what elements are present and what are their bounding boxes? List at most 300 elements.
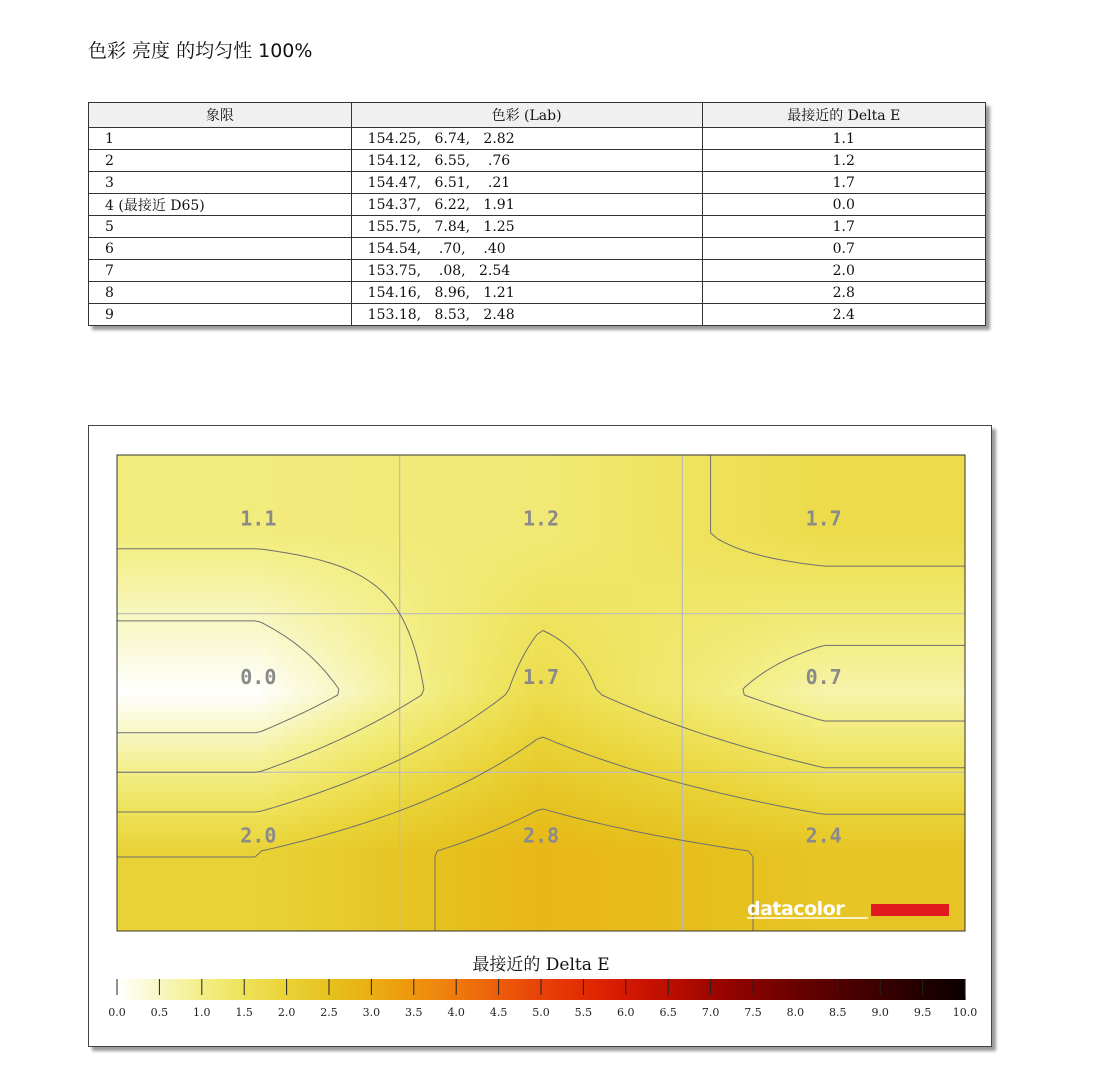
heatmap-cell [805, 535, 814, 544]
heatmap-cell [933, 503, 942, 512]
heatmap-cell [365, 735, 374, 744]
heatmap-cell [621, 671, 630, 680]
heatmap-cell [917, 687, 926, 696]
heatmap-cell [477, 535, 486, 544]
heatmap-cell [549, 647, 558, 656]
heatmap-cell [653, 535, 662, 544]
heatmap-cell [925, 727, 934, 736]
heatmap-cell [141, 599, 150, 608]
heatmap-cell [141, 775, 150, 784]
heatmap-cell [629, 479, 638, 488]
heatmap-cell [893, 503, 902, 512]
heatmap-cell [453, 455, 462, 464]
heatmap-cell [949, 751, 958, 760]
heatmap-cell [685, 671, 694, 680]
heatmap-cell [557, 551, 566, 560]
heatmap-cell [949, 671, 958, 680]
heatmap-cell [301, 807, 310, 816]
heatmap-cell [821, 735, 830, 744]
heatmap-cell [533, 599, 542, 608]
heatmap-cell [669, 791, 678, 800]
heatmap-cell [765, 471, 774, 480]
heatmap-cell [845, 615, 854, 624]
heatmap-cell [845, 639, 854, 648]
heatmap-cell [213, 607, 222, 616]
heatmap-cell [141, 463, 150, 472]
heatmap-cell [485, 599, 494, 608]
heatmap-cell [725, 495, 734, 504]
heatmap-cell [877, 719, 886, 728]
heatmap-cell [957, 735, 966, 744]
heatmap-cell [469, 559, 478, 568]
heatmap-cell [637, 759, 646, 768]
heatmap-cell [317, 543, 326, 552]
heatmap-cell [165, 567, 174, 576]
cell-quadrant: 5 [89, 216, 352, 238]
heatmap-cell [877, 791, 886, 800]
heatmap-cell [325, 791, 334, 800]
heatmap-cell [309, 559, 318, 568]
heatmap-cell [237, 471, 246, 480]
heatmap-cell [485, 487, 494, 496]
heatmap-cell [837, 455, 846, 464]
heatmap-cell [333, 575, 342, 584]
heatmap-cell [125, 519, 134, 528]
heatmap-cell [525, 535, 534, 544]
heatmap-cell [917, 711, 926, 720]
heatmap-cell [629, 743, 638, 752]
heatmap-cell [605, 815, 614, 824]
heatmap-cell [885, 783, 894, 792]
heatmap-cell [477, 679, 486, 688]
heatmap-cell [669, 679, 678, 688]
heatmap-cell [133, 599, 142, 608]
heatmap-cell [229, 687, 238, 696]
heatmap-cell [205, 743, 214, 752]
heatmap-cell [373, 511, 382, 520]
heatmap-cell [301, 543, 310, 552]
heatmap-cell [901, 527, 910, 536]
heatmap-cell [485, 695, 494, 704]
heatmap-cell [301, 671, 310, 680]
heatmap-cell [173, 575, 182, 584]
heatmap-cell [213, 583, 222, 592]
heatmap-cell [501, 479, 510, 488]
heatmap-cell [949, 583, 958, 592]
heatmap-cell [277, 599, 286, 608]
heatmap-cell [325, 751, 334, 760]
heatmap-cell [349, 719, 358, 728]
heatmap-cell [637, 479, 646, 488]
heatmap-cell [869, 719, 878, 728]
heatmap-cell [333, 615, 342, 624]
heatmap-cell [317, 503, 326, 512]
heatmap-cell [613, 783, 622, 792]
heatmap-cell [453, 567, 462, 576]
heatmap-cell [453, 607, 462, 616]
heatmap-cell [157, 775, 166, 784]
heatmap-cell [637, 799, 646, 808]
heatmap-cell [709, 639, 718, 648]
heatmap-cell [293, 567, 302, 576]
heatmap-cell [709, 663, 718, 672]
heatmap-cell [117, 791, 126, 800]
heatmap-cell [829, 791, 838, 800]
heatmap-cell [141, 511, 150, 520]
heatmap-cell [277, 559, 286, 568]
heatmap-cell [437, 463, 446, 472]
heatmap-cell [285, 543, 294, 552]
heatmap-cell [653, 591, 662, 600]
heatmap-cell [925, 719, 934, 728]
heatmap-cell [661, 519, 670, 528]
heatmap-cell [845, 647, 854, 656]
heatmap-cell [157, 711, 166, 720]
heatmap-cell [605, 631, 614, 640]
heatmap-cell [357, 527, 366, 536]
heatmap-cell [277, 671, 286, 680]
heatmap-cell [621, 743, 630, 752]
heatmap-cell [693, 751, 702, 760]
heatmap-cell [701, 567, 710, 576]
heatmap-cell [301, 495, 310, 504]
heatmap-cell [901, 727, 910, 736]
heatmap-cell [917, 543, 926, 552]
heatmap-cell [941, 543, 950, 552]
uniformity-table [88, 102, 986, 326]
heatmap-cell [421, 647, 430, 656]
heatmap-cell [501, 487, 510, 496]
heatmap-cell [501, 767, 510, 776]
heatmap-cell [581, 495, 590, 504]
heatmap-cell [613, 631, 622, 640]
heatmap-cell [421, 495, 430, 504]
heatmap-cell [949, 623, 958, 632]
heatmap-cell [549, 639, 558, 648]
heatmap-cell [221, 823, 230, 832]
heatmap-cell [461, 727, 470, 736]
heatmap-cell [157, 671, 166, 680]
heatmap-cell [285, 695, 294, 704]
heatmap-cell [613, 607, 622, 616]
heatmap-cell [421, 639, 430, 648]
heatmap-cell [957, 463, 966, 472]
heatmap-cell [821, 495, 830, 504]
heatmap-cell [293, 767, 302, 776]
heatmap-cell [397, 479, 406, 488]
heatmap-cell [181, 463, 190, 472]
heatmap-cell [437, 743, 446, 752]
heatmap-cell [165, 767, 174, 776]
heatmap-cell [605, 455, 614, 464]
heatmap-cell [797, 567, 806, 576]
heatmap-cell [309, 631, 318, 640]
heatmap-cell [165, 751, 174, 760]
heatmap-cell [157, 783, 166, 792]
heatmap-cell [213, 799, 222, 808]
heatmap-cell [445, 495, 454, 504]
heatmap-cell [389, 639, 398, 648]
heatmap-cell [821, 591, 830, 600]
heatmap-cell [277, 751, 286, 760]
heatmap-cell [413, 591, 422, 600]
heatmap-cell [477, 751, 486, 760]
heatmap-cell [717, 551, 726, 560]
heatmap-cell [669, 455, 678, 464]
heatmap-cell [325, 503, 334, 512]
heatmap-cell [677, 535, 686, 544]
heatmap-cell [261, 695, 270, 704]
heatmap-cell [181, 567, 190, 576]
heatmap-cell [693, 703, 702, 712]
heatmap-cell [213, 719, 222, 728]
heatmap-cell [909, 679, 918, 688]
heatmap-cell [725, 527, 734, 536]
heatmap-cell [949, 495, 958, 504]
heatmap-cell [389, 647, 398, 656]
heatmap-cell [229, 663, 238, 672]
heatmap-cell [125, 687, 134, 696]
heatmap-cell [773, 727, 782, 736]
heatmap-cell [429, 719, 438, 728]
heatmap-cell [869, 759, 878, 768]
heatmap-cell [125, 463, 134, 472]
heatmap-cell [917, 479, 926, 488]
heatmap-cell [333, 479, 342, 488]
heatmap-cell [357, 487, 366, 496]
heatmap-cell [861, 527, 870, 536]
heatmap-cell [877, 687, 886, 696]
heatmap-cell [957, 727, 966, 736]
heatmap-cell [301, 471, 310, 480]
heatmap-cell [493, 807, 502, 816]
heatmap-cell [453, 543, 462, 552]
heatmap-cell [413, 711, 422, 720]
heatmap-cell [349, 527, 358, 536]
heatmap-cell [453, 823, 462, 832]
heatmap-cell [349, 535, 358, 544]
heatmap-cell [813, 487, 822, 496]
heatmap-cell [653, 759, 662, 768]
heatmap-cell [237, 655, 246, 664]
heatmap-cell [325, 687, 334, 696]
heatmap-cell [213, 487, 222, 496]
heatmap-cell [949, 599, 958, 608]
heatmap-cell [117, 679, 126, 688]
heatmap-cell [581, 503, 590, 512]
heatmap-cell [869, 551, 878, 560]
heatmap-cell [541, 623, 550, 632]
heatmap-cell [357, 631, 366, 640]
heatmap-cell [357, 623, 366, 632]
heatmap-cell [621, 615, 630, 624]
heatmap-cell [245, 767, 254, 776]
heatmap-cell [373, 639, 382, 648]
heatmap-cell [805, 775, 814, 784]
heatmap-cell [557, 775, 566, 784]
heatmap-cell [837, 551, 846, 560]
heatmap-cell [245, 599, 254, 608]
heatmap-cell [725, 695, 734, 704]
heatmap-cell [725, 639, 734, 648]
heatmap-cell [733, 767, 742, 776]
heatmap-cell [637, 551, 646, 560]
heatmap-cell [829, 615, 838, 624]
heatmap-cell [141, 687, 150, 696]
heatmap-cell [765, 743, 774, 752]
heatmap-cell [821, 767, 830, 776]
heatmap-cell [501, 703, 510, 712]
heatmap-cell [933, 511, 942, 520]
heatmap-cell [941, 775, 950, 784]
heatmap-cell [573, 767, 582, 776]
heatmap-cell [765, 775, 774, 784]
heatmap-cell [309, 503, 318, 512]
heatmap-cell [509, 799, 518, 808]
heatmap-cell [197, 599, 206, 608]
heatmap-cell [813, 807, 822, 816]
heatmap-cell [845, 783, 854, 792]
heatmap-cell [357, 639, 366, 648]
heatmap-cell [413, 503, 422, 512]
heatmap-cell [901, 479, 910, 488]
heatmap-cell [797, 695, 806, 704]
heatmap-cell [397, 823, 406, 832]
heatmap-cell [269, 791, 278, 800]
heatmap-cell [333, 711, 342, 720]
heatmap-cell [229, 647, 238, 656]
heatmap-cell [813, 543, 822, 552]
heatmap-cell [901, 671, 910, 680]
heatmap-cell [237, 703, 246, 712]
heatmap-cell [885, 463, 894, 472]
heatmap-cell [389, 519, 398, 528]
heatmap-cell [661, 639, 670, 648]
heatmap-cell [213, 807, 222, 816]
heatmap-cell [197, 799, 206, 808]
heatmap-cell [605, 663, 614, 672]
heatmap-cell [309, 687, 318, 696]
heatmap-cell [709, 759, 718, 768]
heatmap-cell [637, 807, 646, 816]
heatmap-cell [885, 471, 894, 480]
heatmap-cell [405, 647, 414, 656]
heatmap-cell [885, 791, 894, 800]
heatmap-cell [301, 815, 310, 824]
heatmap-cell [597, 663, 606, 672]
heatmap-cell [541, 543, 550, 552]
heatmap-cell [525, 551, 534, 560]
heatmap-cell [205, 543, 214, 552]
heatmap-cell [389, 663, 398, 672]
heatmap-cell [469, 575, 478, 584]
heatmap-cell [373, 615, 382, 624]
heatmap-cell [381, 775, 390, 784]
heatmap-cell [245, 559, 254, 568]
heatmap-cell [733, 647, 742, 656]
heatmap-cell [429, 551, 438, 560]
cell-delta-e: 2.0 [702, 260, 986, 282]
heatmap-cell [229, 727, 238, 736]
heatmap-cell [773, 639, 782, 648]
heatmap-cell [221, 567, 230, 576]
heatmap-cell [325, 639, 334, 648]
heatmap-cell [141, 735, 150, 744]
heatmap-cell [117, 535, 126, 544]
heatmap-cell [493, 791, 502, 800]
heatmap-cell [277, 823, 286, 832]
heatmap-cell [765, 807, 774, 816]
heatmap-cell [205, 815, 214, 824]
heatmap-cell [925, 687, 934, 696]
heatmap-cell [661, 807, 670, 816]
heatmap-cell [413, 511, 422, 520]
heatmap-cell [749, 471, 758, 480]
heatmap-cell [133, 551, 142, 560]
heatmap-cell [165, 615, 174, 624]
heatmap-cell [141, 743, 150, 752]
heatmap-cell [749, 503, 758, 512]
heatmap-cell [173, 591, 182, 600]
heatmap-cell [693, 623, 702, 632]
heatmap-cell [541, 639, 550, 648]
heatmap-cell [205, 631, 214, 640]
heatmap-cell [373, 535, 382, 544]
heatmap-cell [901, 455, 910, 464]
heatmap-cell [213, 815, 222, 824]
heatmap-cell [429, 559, 438, 568]
heatmap-cell [693, 495, 702, 504]
heatmap-cell [501, 671, 510, 680]
heatmap-cell [405, 567, 414, 576]
heatmap-cell [869, 711, 878, 720]
heatmap-cell [181, 511, 190, 520]
heatmap-cell [941, 759, 950, 768]
heatmap-cell [157, 607, 166, 616]
heatmap-cell [157, 455, 166, 464]
heatmap-cell [629, 671, 638, 680]
heatmap-cell [861, 775, 870, 784]
heatmap-cell [565, 703, 574, 712]
heatmap-cell [741, 663, 750, 672]
heatmap-cell [909, 583, 918, 592]
heatmap-cell [525, 575, 534, 584]
heatmap-cell [957, 655, 966, 664]
heatmap-cell [477, 639, 486, 648]
heatmap-cell [357, 799, 366, 808]
heatmap-cell [589, 759, 598, 768]
heatmap-cell [645, 455, 654, 464]
heatmap-cell [629, 543, 638, 552]
heatmap-cell [925, 583, 934, 592]
heatmap-cell [189, 775, 198, 784]
heatmap-cell [277, 583, 286, 592]
heatmap-cell [805, 703, 814, 712]
heatmap-cell [125, 639, 134, 648]
heatmap-cell [413, 807, 422, 816]
heatmap-cell [229, 495, 238, 504]
heatmap-cell [877, 751, 886, 760]
heatmap-cell [549, 479, 558, 488]
heatmap-cell [405, 663, 414, 672]
heatmap-cell [701, 815, 710, 824]
heatmap-cell [509, 535, 518, 544]
heatmap-cell [301, 759, 310, 768]
heatmap-cell [181, 639, 190, 648]
heatmap-cell [125, 815, 134, 824]
heatmap-cell [421, 559, 430, 568]
heatmap-cell [285, 807, 294, 816]
